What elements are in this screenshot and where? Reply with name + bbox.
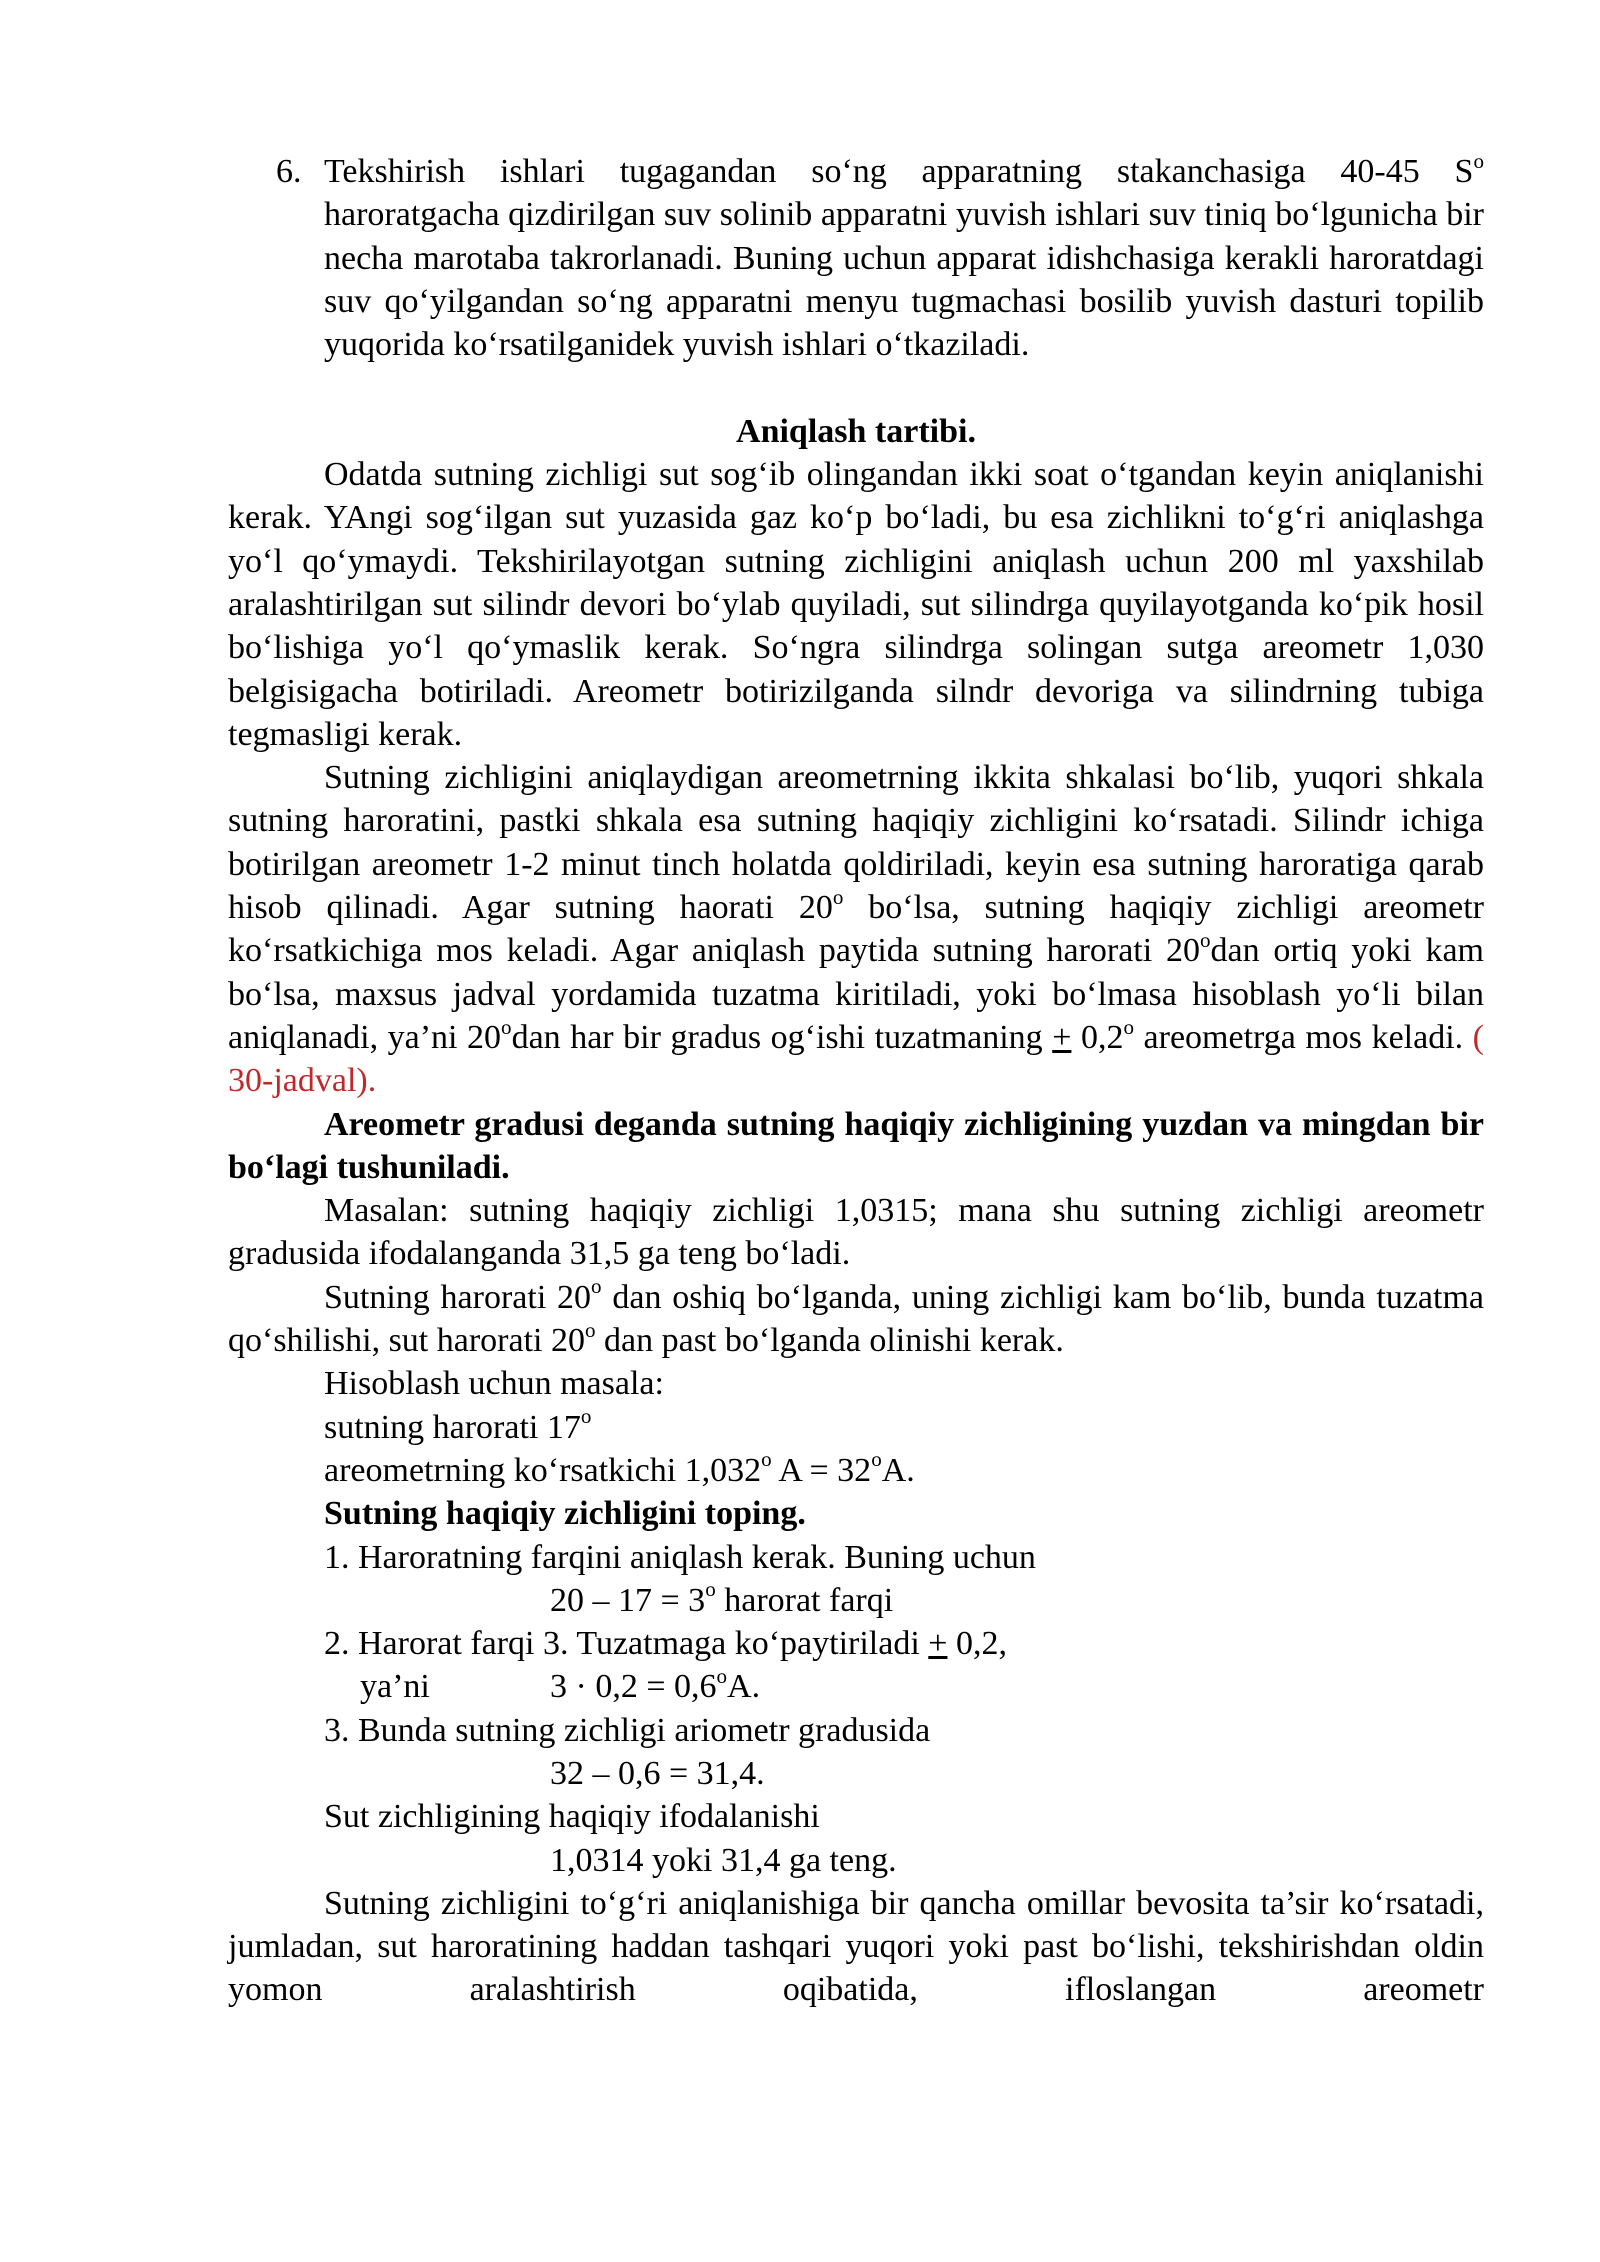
paragraph-correction [228,1276,1484,1363]
p4-text-b: dan oshiq bo‘lganda, uning zichligi kam bo‘lib, bunda tuzatma qo‘shilishi, sut harorati 20 [228,1278,1484,1360]
paragraph-factors: Sutning zichligini to‘g‘ri aniqlanishiga bir qancha omillar bevosita ta’sir ko‘rsatadi, jumladan, sut haroratining haddan tashqari yuqori yoki past bo‘lishi, tekshirishdan oldin yomon aralashtirish oqibatida, ifloslangan areometr [228,1884,1484,2009]
step-3: 3. Bunda sutning zichligi ariometr gradusida [324,1711,931,1749]
task-temperature [228,1406,1484,1449]
step-1: 1. Haroratning farqini aniqlash kerak. Buning uchun [324,1538,1036,1576]
degree-mark: o [1473,148,1484,173]
degree-mark: o [584,1317,596,1342]
spacer [228,366,1484,409]
p2-text-d: dan har bir gradus og‘ishi tuzatmaning [511,1018,1053,1056]
step-2-text: 2. Harorat farqi 3. Tuzatmaga ko‘paytiriladi [324,1625,929,1663]
p2-text-f: areometrga mos keladi. [1134,1018,1464,1056]
reading-text-c: A. [881,1451,915,1489]
step-2-calc [228,1665,1484,1708]
degree-mark: o [705,1577,716,1602]
reading-text-b: A = 32 [771,1451,872,1489]
yani-label: ya’ni [360,1668,430,1706]
p2-text-e: 0,2 [1071,1018,1124,1056]
result-title: Sut zichligining haqiqiy ifodalanishi [324,1798,820,1836]
degree-mark: o [761,1447,772,1472]
bold-definition: Areometr gradusi deganda sutning haqiqiy zichligining yuzdan va mingdan bir bo‘lagi tushuniladi. [228,1105,1484,1186]
paragraph-example: Masalan: sutning haqiqiy zichligi 1,0315; mana shu sutning zichligi areometr gradusida ifodalanganda 31,5 ga teng bo‘ladi. [228,1192,1484,1273]
step-2-formula [550,1665,760,1708]
task-title: Hisoblash uchun masala: [324,1365,664,1403]
p2-text-c: dan ortiq yoki kam bo‘lsa, maxsus jadval yordamida tuzatma kiritiladi, yoki bo‘lmasa hisoblash yo‘li bilan aniqlanadi, ya’ni 20 [228,932,1484,1056]
step-2 [228,1622,1484,1665]
document-page [228,150,1484,2012]
degree-mark: o [871,1447,882,1472]
calc-text: 3 · 0,2 = 0,6 [550,1668,717,1706]
list-item-6 [228,150,1484,366]
item6-text-2: haroratgacha qizdirilgan suv solinib apparatni yuvish ishlari suv tiniq bo‘lgunicha bir necha marotaba takrorlanadi. Buning uchun apparat idishchasiga kerakli haroratdagi suv qo‘yilgandan so‘ng apparatni menyu tugmachasi bosilib yuvish dasturi topilib yuqorida ko‘rsatilganidek yuvish ishlari o‘tkaziladi. [324,196,1484,364]
degree-mark: o [1199,927,1211,952]
list-number: 6. [276,153,302,190]
section-heading: Aniqlash tartibi. [736,412,976,450]
p4-text-a: Sutning harorati 20 [324,1278,592,1316]
step-1-calc [228,1579,1484,1622]
p2-text-b: bo‘lsa, sutning haqiqiy zichligi areometr ko‘rsatkichiga mos keladi. Agar aniqlash paytida sutning harorati 20 [228,889,1484,970]
degree-mark: o [832,884,844,909]
calc-unit: A. [727,1668,761,1706]
item6-text-1: Tekshirish ishlari tugagandan so‘ng apparatning stakanchasiga 40-45 S [324,153,1474,190]
result-value: 1,0314 yoki 31,4 ga teng. [550,1841,897,1879]
p4-text-c: dan past bo‘lganda olinishi kerak. [595,1322,1064,1360]
calc-text: 20 – 17 = 3 [550,1581,706,1619]
step-2-value: 0,2, [947,1625,1007,1663]
degree-mark: o [1123,1014,1134,1039]
paragraph-1: Odatda sutning zichligi sut sog‘ib olingandan ikki soat o‘tgandan keyin aniqlanishi kerak. YAngi sog‘ilgan sut yuzasida gaz ko‘p bo‘ladi, bu esa zichlikni to‘g‘ri aniqlashga yo‘l qo‘ymaydi. Tekshirilayotgan sutning zichligini aniqlash uchun 200 ml yaxshilab aralashtirilgan sut silindr devori bo‘ylab quyiladi, sut silindrga quyilayotganda ko‘pik hosil bo‘lishiga yo‘l qo‘ymaslik kerak. So‘ngra silindrga solingan sutga areometr 1,030 belgisigacha botiriladi. Areometr botirizilganda silndr devoriga va silindrning tubiga tegmasligi kerak. [228,456,1484,753]
step-3-calc: 32 – 0,6 = 31,4. [550,1754,765,1792]
plus-minus-sign: + [928,1625,948,1663]
degree-mark: o [716,1663,728,1688]
degree-mark: o [580,1404,592,1429]
reading-text-a: areometrning ko‘rsatkichi 1,032 [324,1451,762,1489]
paragraph-2 [228,756,1484,1102]
task-temp-text: sutning harorati 17 [324,1408,581,1446]
task-question: Sutning haqiqiy zichligini toping. [324,1495,806,1533]
calc-label: harorat farqi [715,1581,894,1619]
degree-mark: o [501,1014,512,1039]
plus-minus-sign: + [1052,1018,1072,1056]
p2-text-a: Sutning zichligini aniqlaydigan areometrning ikkita shkalasi bo‘lib, yuqori shkala sutning haroratini, pastki shkala esa sutning haqiqiy zichligini ko‘rsatadi. Silindr ichiga botirilgan areometr 1-2 minut tinch holatda qoldiriladi, keyin esa sutning haroratiga qarab hisob qilinadi. Agar sutning haorati 20 [228,759,1484,927]
task-reading [228,1449,1484,1492]
table-reference: ( 30-jadval). [228,1018,1484,1100]
degree-mark: o [591,1274,602,1299]
